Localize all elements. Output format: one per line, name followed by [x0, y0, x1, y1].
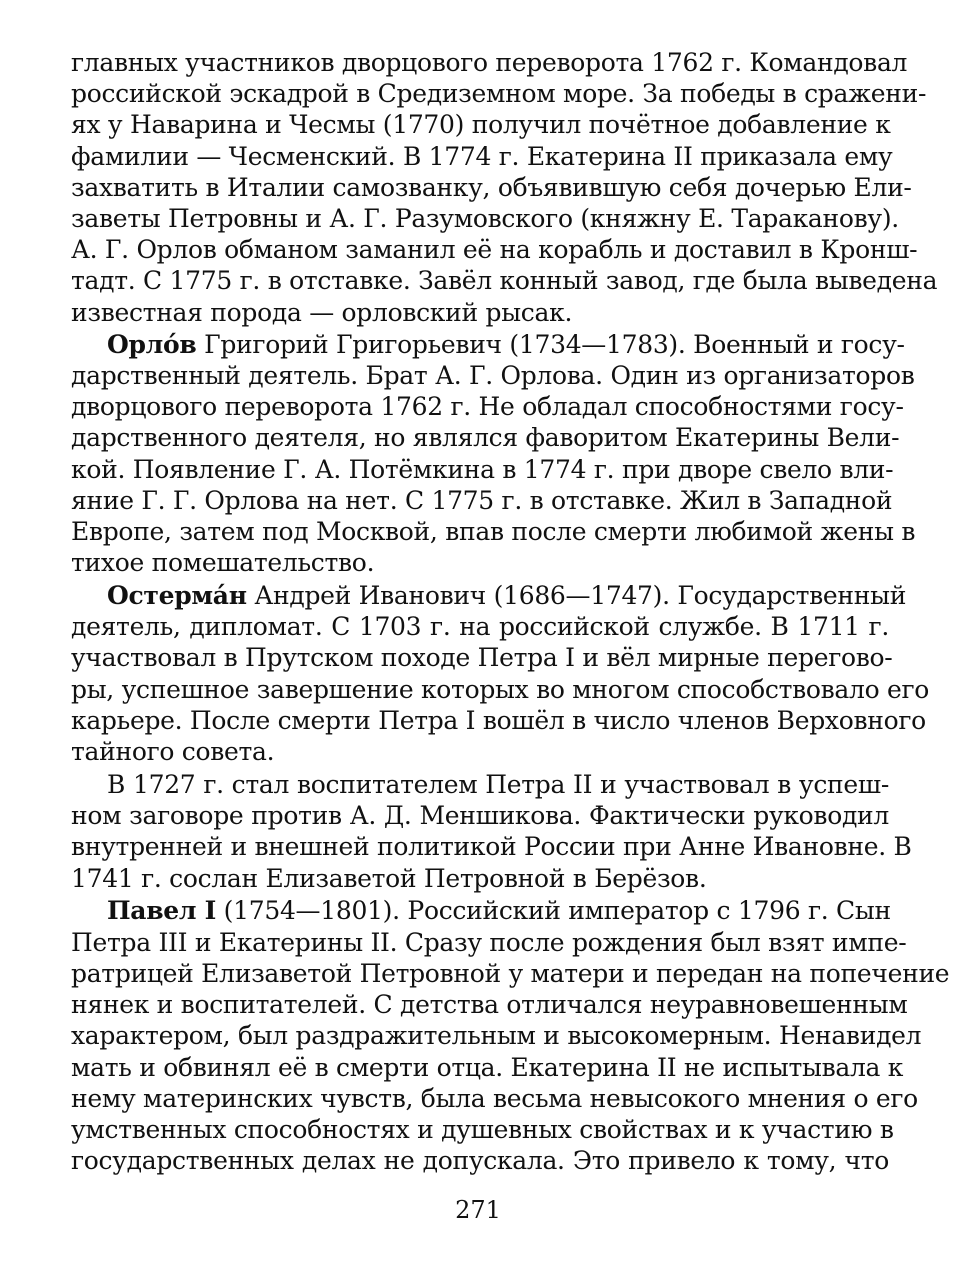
text-line: тайного совета. — [71, 737, 275, 766]
entry-orlov-grigory — [107, 330, 905, 360]
text-line: яние Г. Г. Орлова на нет. С 1775 г. в отставке. Жил в Западной — [71, 486, 893, 515]
text-line: ры, успешное завершение которых во многом способствовало его — [71, 675, 930, 704]
text-line: Петра III и Екатерины II. Сразу после рождения был взят импе- — [71, 928, 907, 957]
text-line: тадт. С 1775 г. в отставке. Завёл конный завод, где была выведена — [71, 266, 938, 295]
text-line: ратрицей Елизаветой Петровной у матери и передан на попечение — [71, 959, 950, 988]
text-line: А. Г. Орлов обманом заманил её на корабль и доставил в Кронш- — [71, 235, 918, 264]
text-line: 1741 г. сослан Елизаветой Петровной в Берёзов. — [71, 864, 707, 893]
entry-osterman — [107, 581, 907, 611]
headword: Павел I — [107, 896, 217, 925]
text-line: дворцового переворота 1762 г. Не обладал способностями госу- — [71, 392, 904, 421]
headword: Остерма́н — [107, 581, 247, 610]
text-line: нянек и воспитателей. С детства отличался неуравновешенным — [71, 990, 908, 1019]
entry-pavel — [107, 896, 889, 926]
headword: Орло́в — [107, 330, 197, 359]
text-line: умственных способностях и душевных свойствах и к участию в — [71, 1115, 894, 1144]
text-line: заветы Петровны и А. Г. Разумовского (княжну Е. Тараканову). — [71, 204, 899, 233]
text-line: известная порода — орловский рысак. — [71, 298, 573, 327]
text-line: Андрей Иванович (1686—1747). Государственный — [254, 581, 907, 610]
text-line: внутренней и внешней политикой России при Анне Ивановне. В — [71, 832, 912, 861]
text-line: деятель, дипломат. С 1703 г. на российской службе. В 1711 г. — [71, 612, 889, 641]
text-line: Европе, затем под Москвой, впав после смерти любимой жены в — [71, 517, 916, 546]
text-line: карьере. После смерти Петра I вошёл в число членов Верховного — [71, 706, 926, 735]
text-line: фамилии — Чесменский. В 1774 г. Екатерина II приказала ему — [71, 142, 893, 171]
text-line: мать и обвинял её в смерти отца. Екатерина II не испытывала к — [71, 1053, 904, 1082]
text-line: дарственного деятеля, но являлся фаворитом Екатерины Вели- — [71, 423, 900, 452]
text-line: кой. Появление Г. А. Потёмкина в 1774 г. при дворе свело вли- — [71, 455, 894, 484]
text-line: дарственный деятель. Брат А. Г. Орлова. Один из организаторов — [71, 361, 915, 390]
text-line: российской эскадрой в Средиземном море. За победы в сражени- — [71, 79, 927, 108]
text-line: В 1727 г. стал воспитателем Петра II и участвовал в успеш- — [107, 770, 889, 799]
text-line: (1754—1801). Российский император с 1796 г. Сын — [223, 896, 891, 925]
text-line: ях у Наварина и Чесмы (1770) получил почётное добавление к — [71, 110, 891, 139]
text-line: Григорий Григорьевич (1734—1783). Военный и госу- — [204, 330, 905, 359]
text-line: государственных делах не допускала. Это привело к тому, что — [71, 1146, 889, 1175]
text-line: главных участников дворцового переворота 1762 г. Командовал — [71, 48, 908, 77]
text-line: ном заговоре против А. Д. Меншикова. Фактически руководил — [71, 801, 889, 830]
text-line: характером, был раздражительным и высокомерным. Ненавидел — [71, 1021, 922, 1050]
text-line: участвовал в Прутском походе Петра I и вёл мирные перегово- — [71, 643, 893, 672]
text-line: нему материнских чувств, была весьма невысокого мнения о его — [71, 1084, 918, 1113]
text-line: тихое помешательство. — [71, 548, 375, 577]
text-line: захватить в Италии самозванку, объявившую себя дочерью Ели- — [71, 173, 912, 202]
page-number: 271 — [455, 1196, 501, 1224]
